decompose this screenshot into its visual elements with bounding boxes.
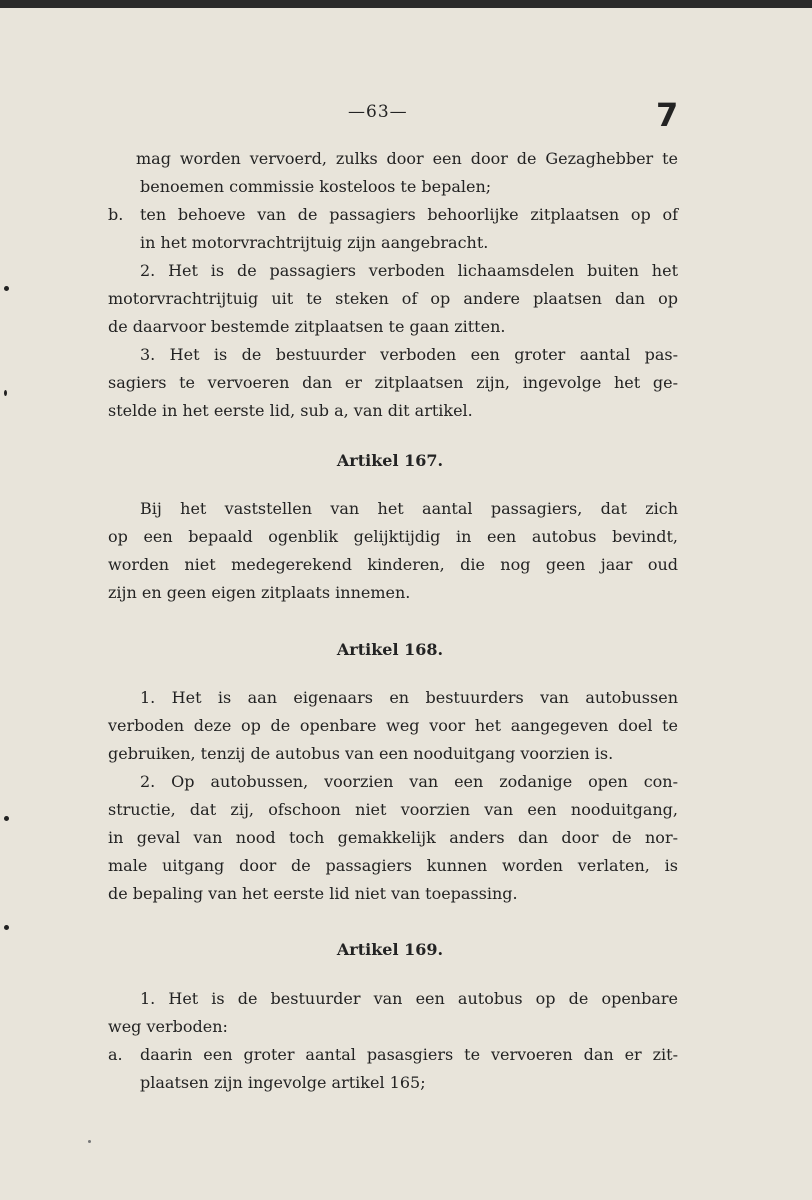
article-heading-169: Artikel 169. — [336, 940, 444, 959]
list-item-a — [108, 1041, 678, 1097]
article-169-body — [108, 985, 678, 1097]
text-line: verboden deze op de openbare weg voor het aangegeven doel te — [108, 716, 678, 735]
list-label: a. — [108, 1045, 123, 1064]
text-line: stelde in het eerste lid, sub a, van dit artikel. — [108, 401, 473, 420]
document-page — [0, 8, 812, 1200]
margin-speck — [4, 816, 9, 821]
continuation-section — [108, 145, 678, 425]
margin-speck — [4, 286, 9, 291]
article-heading-168: Artikel 168. — [336, 640, 444, 659]
text-line: Bij het vaststellen van het aantal passagiers, dat zich — [140, 499, 678, 518]
text-line: plaatsen zijn ingevolge artikel 165; — [140, 1073, 426, 1092]
text-line: benoemen commissie kosteloos te bepalen; — [140, 177, 492, 196]
article-heading-167: Artikel 167. — [336, 451, 444, 470]
text-line: motorvrachtrijtuig uit te steken of op andere plaatsen dan op — [108, 289, 678, 308]
text-line: sagiers te vervoeren dan er zitplaatsen zijn, ingevolge het ge- — [108, 373, 678, 392]
text-line: zijn en geen eigen zitplaats innemen. — [108, 583, 411, 602]
sheet-marker: 7 — [656, 96, 679, 134]
article-168-body — [108, 684, 678, 908]
article-167-body — [108, 495, 678, 607]
margin-speck — [4, 390, 7, 396]
text-line: gebruiken, tenzij de autobus van een nooduitgang voorzien is. — [108, 744, 614, 763]
text-line: 1. Het is de bestuurder van een autobus op de openbare — [140, 989, 678, 1008]
text-line: 3. Het is de bestuurder verboden een groter aantal pas- — [140, 345, 678, 364]
text-line: in geval van nood toch gemakkelijk anders dan door de nor- — [108, 828, 678, 847]
list-label: b. — [108, 205, 124, 224]
margin-speck — [88, 1140, 91, 1143]
text-line: daarin een groter aantal pasasgiers te vervoeren dan er zit- — [140, 1045, 678, 1064]
text-line: 2. Op autobussen, voorzien van een zodanige open con- — [140, 772, 678, 791]
list-item-b — [108, 201, 678, 257]
text-line: worden niet medegerekend kinderen, die nog geen jaar oud — [108, 555, 678, 574]
text-line: de bepaling van het eerste lid niet van toepassing. — [108, 884, 518, 903]
text-line: mag worden vervoerd, zulks door een door de Gezaghebber te — [136, 149, 678, 168]
margin-speck — [4, 925, 9, 930]
text-line: male uitgang door de passagiers kunnen worden verlaten, is — [108, 856, 678, 875]
text-line: structie, dat zij, ofschoon niet voorzien van een nooduitgang, — [108, 800, 678, 819]
text-line: 2. Het is de passagiers verboden lichaamsdelen buiten het — [140, 261, 678, 280]
text-line: 1. Het is aan eigenaars en bestuurders van autobussen — [140, 688, 678, 707]
text-line: op een bepaald ogenblik gelijktijdig in een autobus bevindt, — [108, 527, 678, 546]
text-line: weg verboden: — [108, 1017, 228, 1036]
text-line: de daarvoor bestemde zitplaatsen te gaan zitten. — [108, 317, 506, 336]
text-line: ten behoeve van de passagiers behoorlijke zitplaatsen op of — [140, 205, 678, 224]
page-number: —63— — [348, 102, 408, 122]
text-line: in het motorvrachtrijtuig zijn aangebracht. — [140, 233, 489, 252]
